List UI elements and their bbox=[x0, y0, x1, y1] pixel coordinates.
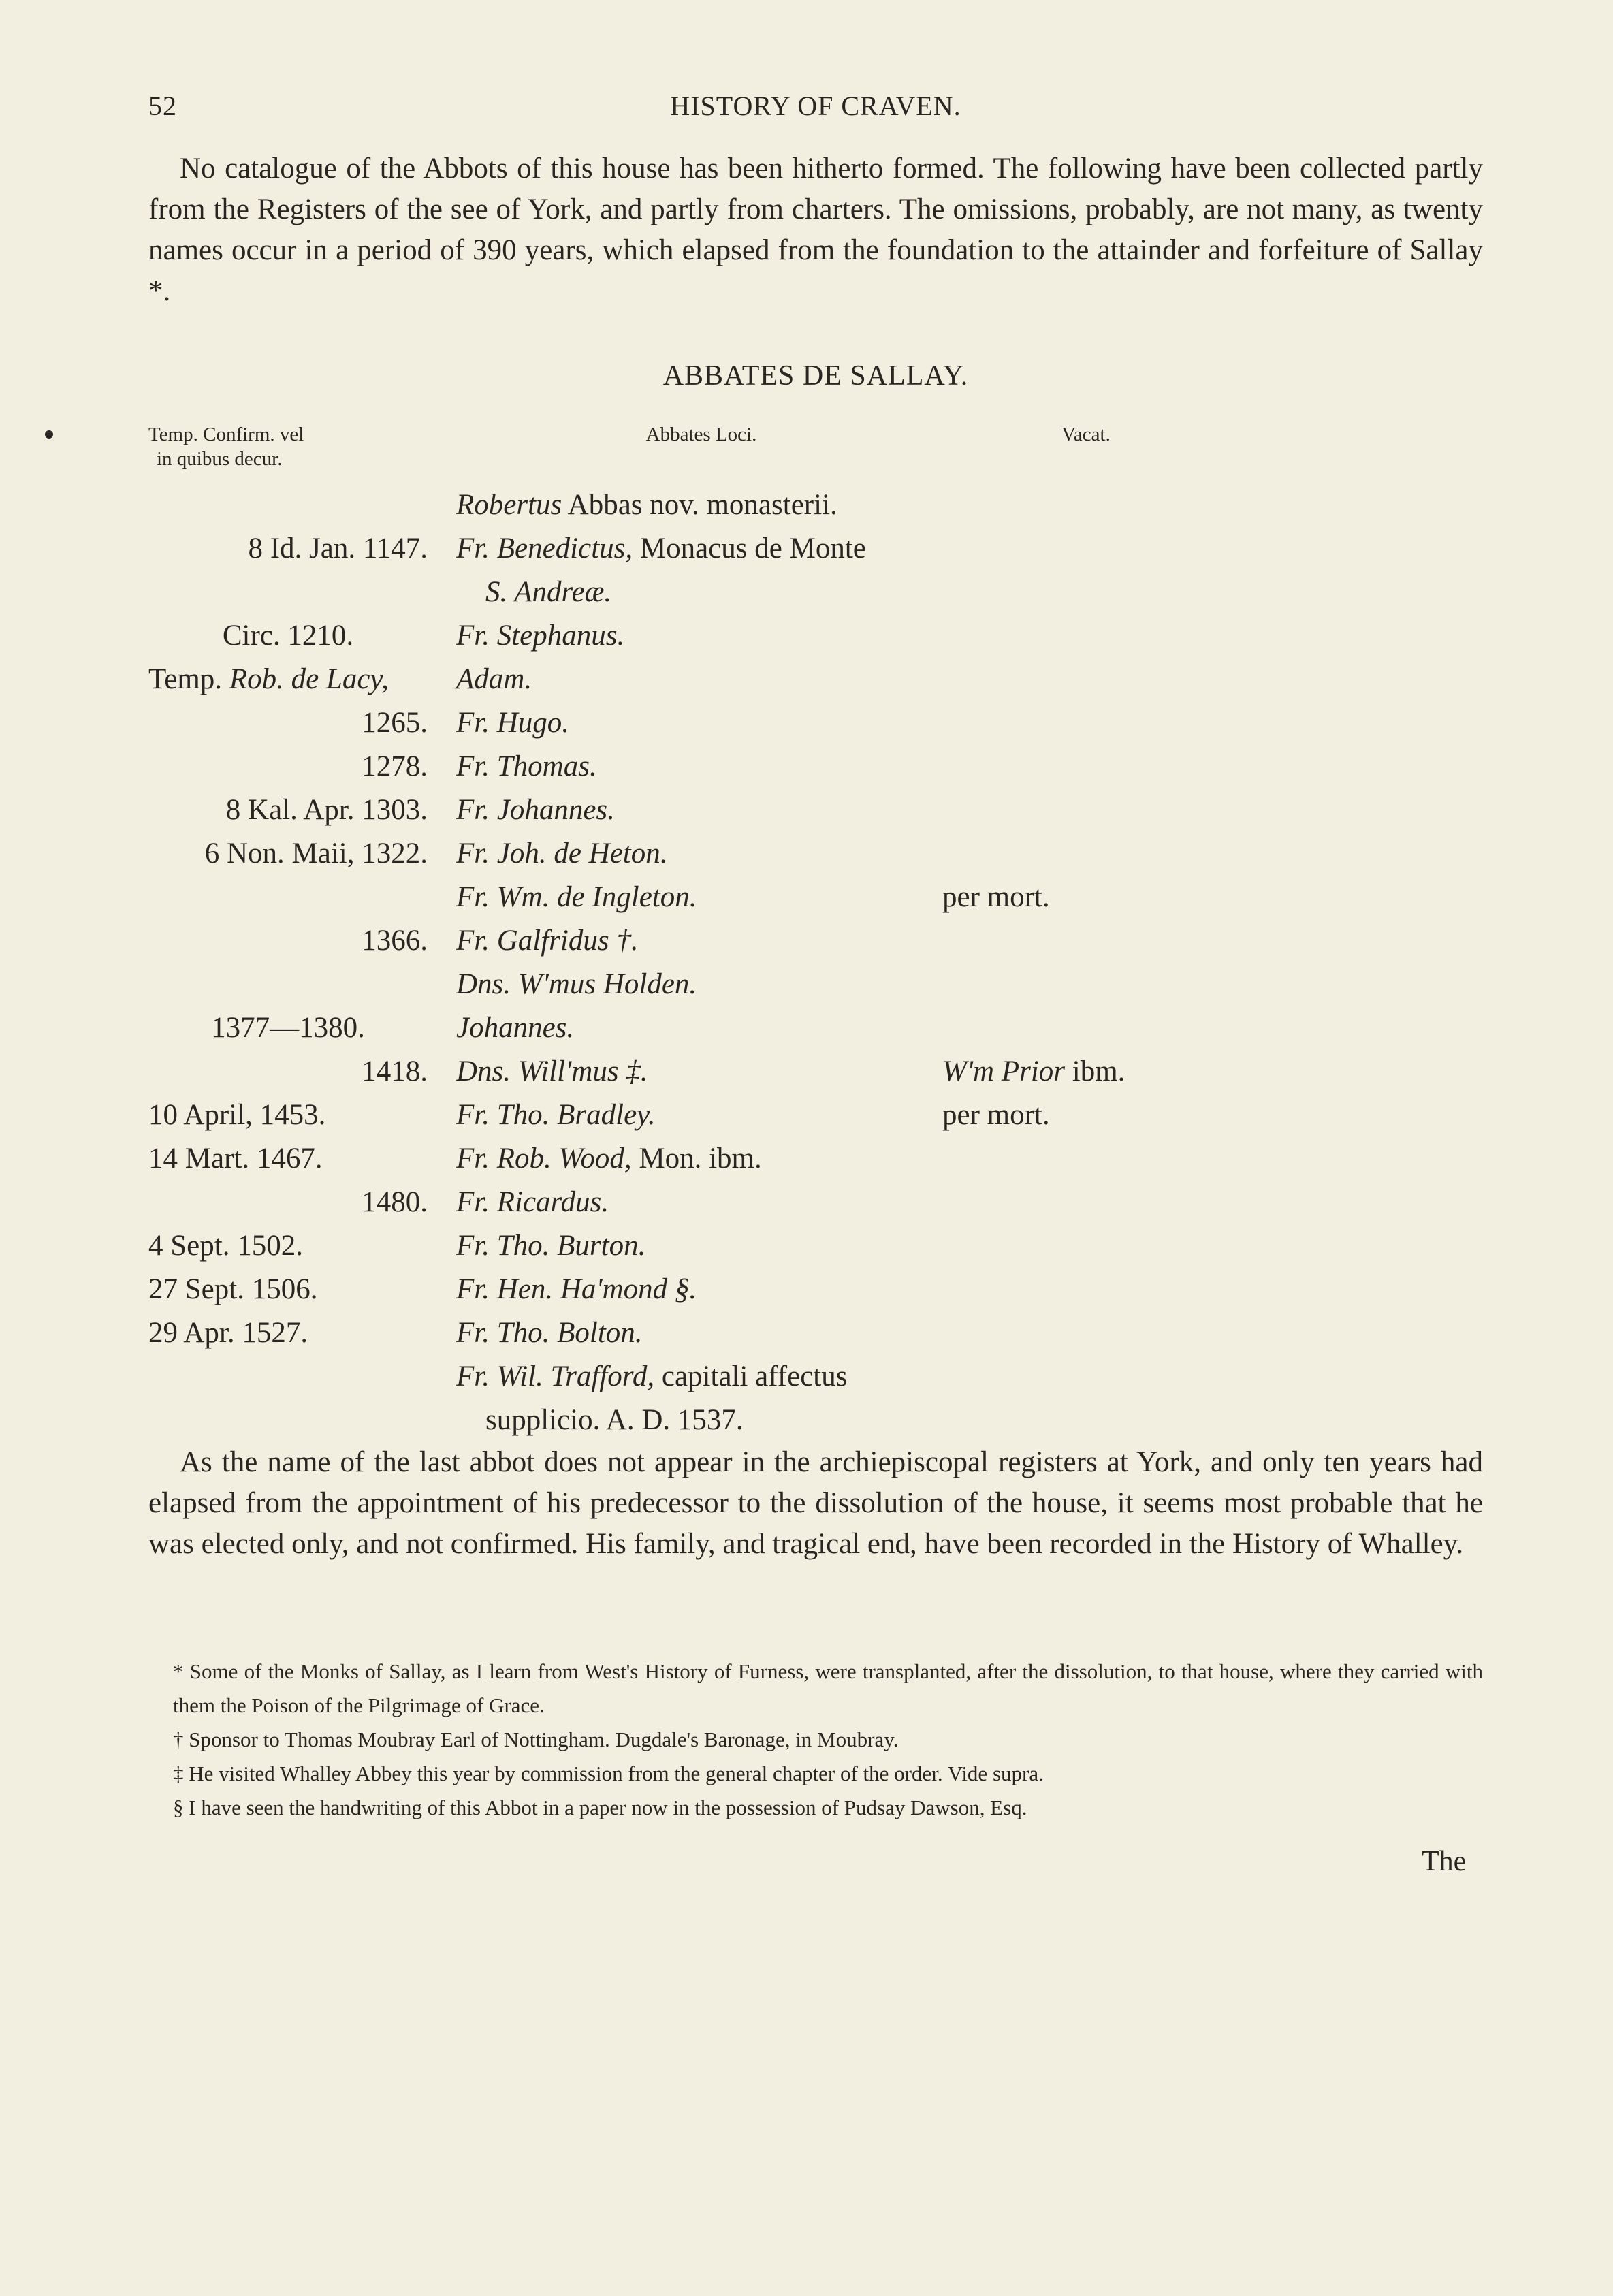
table-row bbox=[148, 1355, 1483, 1399]
table-row bbox=[148, 1094, 1483, 1137]
table-row bbox=[148, 1181, 1483, 1224]
abbot-name-italic: Fr. Tho. Bolton. bbox=[456, 1317, 643, 1349]
abbot-name bbox=[456, 963, 697, 1006]
abbot-name-italic: Robertus bbox=[456, 489, 562, 521]
abbot-name-italic: Fr. Thomas. bbox=[456, 750, 597, 782]
table-row bbox=[148, 527, 1483, 571]
confirm-date bbox=[148, 1137, 428, 1181]
abbot-name-italic: Fr. Ricardus. bbox=[456, 1186, 609, 1218]
table-row bbox=[148, 1224, 1483, 1268]
confirm-date-text: 1480. bbox=[362, 1186, 428, 1218]
abbot-name bbox=[456, 1094, 656, 1137]
abbot-name bbox=[456, 832, 668, 876]
confirm-date bbox=[148, 701, 428, 745]
confirm-date bbox=[148, 832, 428, 876]
abbot-name-italic: Fr. Joh. de Heton. bbox=[456, 838, 668, 870]
abbot-name bbox=[456, 1050, 648, 1094]
abbot-name-italic: Fr. Tho. Bradley. bbox=[456, 1099, 656, 1131]
abbot-name bbox=[456, 745, 597, 788]
abbot-name-italic: Adam. bbox=[456, 663, 532, 695]
column-header-vacat: Vacat. bbox=[1061, 424, 1111, 445]
table-row bbox=[148, 1399, 1483, 1442]
confirm-date bbox=[148, 1268, 428, 1311]
table-row bbox=[148, 483, 1483, 527]
abbot-name-rest: Abbas nov. monasterii. bbox=[562, 489, 837, 521]
confirm-date-text: 29 Apr. 1527. bbox=[148, 1317, 308, 1349]
table-row bbox=[148, 571, 1483, 614]
confirm-date bbox=[148, 1311, 428, 1355]
confirm-date-text: 8 Id. Jan. 1147. bbox=[248, 532, 428, 564]
intro-paragraph: No catalogue of the Abbots of this house has been hitherto formed. The following have been collected partly from the Registers of the see of York, and partly from charters. The omissions, probably, are not many, as twenty names occur in a period of 390 years, which elapsed from the foundation to the attainder and forfeiture of Sallay *. bbox=[148, 153, 1483, 307]
abbot-name-italic: Fr. Stephanus. bbox=[456, 620, 625, 652]
vacat-cell bbox=[942, 876, 1050, 919]
closing-paragraph: As the name of the last abbot does not appear in the archiepiscopal registers at York, and only ten years had elapsed from the appointment of his predecessor to the dissolution of the house, it seems most probable that he was elected only, and not confirmed. His family, and tragical end, have been recorded in the History of Whalley. bbox=[148, 1446, 1483, 1560]
abbot-name bbox=[456, 1137, 762, 1181]
confirm-date bbox=[148, 614, 428, 658]
abbot-name-italic: Johannes. bbox=[456, 1012, 575, 1044]
table-row bbox=[148, 701, 1483, 745]
confirm-date bbox=[148, 658, 428, 701]
vacat-text: per mort. bbox=[942, 1099, 1050, 1131]
abbot-name-italic: Fr. Benedictus, bbox=[456, 532, 633, 564]
abbot-name-italic: Fr. Hen. Ha'mond §. bbox=[456, 1273, 697, 1305]
table-row bbox=[148, 1137, 1483, 1181]
confirm-date-text: 1265. bbox=[362, 707, 428, 739]
confirm-date bbox=[148, 527, 428, 571]
section-title: ABBATES DE SALLAY. bbox=[662, 360, 969, 392]
column-header-abbots: Abbates Loci. bbox=[645, 424, 757, 445]
abbot-name-italic: Dns. Will'mus ‡. bbox=[456, 1055, 648, 1087]
table-row bbox=[148, 614, 1483, 658]
footnote: ‡ He visited Whalley Abbey this year by commission from the general chapter of the order. Vide supra. bbox=[173, 1761, 1044, 1785]
confirm-date-text: 1377—1380. bbox=[211, 1012, 365, 1044]
abbot-name bbox=[456, 527, 866, 571]
abbot-name bbox=[456, 1311, 643, 1355]
confirm-date-text: 6 Non. Maii, 1322. bbox=[204, 838, 428, 870]
table-row bbox=[148, 1311, 1483, 1355]
table-row bbox=[148, 658, 1483, 701]
confirm-date-text: 1366. bbox=[362, 925, 428, 957]
abbot-name bbox=[456, 614, 624, 658]
confirm-date-text: 14 Mart. 1467. bbox=[148, 1143, 323, 1175]
confirm-date-text: 4 Sept. 1502. bbox=[148, 1230, 303, 1262]
abbot-name bbox=[456, 701, 569, 745]
confirm-date-text: 8 Kal. Apr. 1303. bbox=[225, 794, 428, 826]
confirm-date-text: 10 April, 1453. bbox=[148, 1099, 326, 1131]
abbot-name bbox=[485, 571, 611, 614]
abbot-name bbox=[456, 1224, 645, 1268]
abbot-table bbox=[148, 483, 1483, 1442]
abbot-name-rest: capitali affectus bbox=[654, 1360, 848, 1392]
confirm-date bbox=[148, 1006, 428, 1050]
abbot-name bbox=[456, 1006, 574, 1050]
column-header-confirm-line-1: Temp. Confirm. vel bbox=[148, 424, 304, 445]
confirm-date-text: 27 Sept. 1506. bbox=[148, 1273, 318, 1305]
confirm-date bbox=[148, 788, 428, 832]
abbot-name bbox=[456, 1355, 847, 1399]
confirm-date bbox=[148, 1224, 428, 1268]
abbot-name bbox=[456, 788, 615, 832]
confirm-date-text: Temp. bbox=[148, 663, 229, 695]
table-row bbox=[148, 788, 1483, 832]
running-title: HISTORY OF CRAVEN. bbox=[670, 91, 961, 121]
table-row bbox=[148, 876, 1483, 919]
table-row bbox=[148, 1050, 1483, 1094]
abbot-name bbox=[485, 1399, 744, 1442]
abbot-name-italic: Fr. Tho. Burton. bbox=[456, 1230, 646, 1262]
vacat-text: W'm Prior bbox=[942, 1055, 1065, 1087]
abbot-name-italic: Fr. Rob. Wood, bbox=[456, 1143, 632, 1175]
abbot-name-rest: Monacus de Monte bbox=[633, 532, 866, 564]
table-row bbox=[148, 963, 1483, 1006]
abbot-name-italic: Fr. Wm. de Ingleton. bbox=[456, 881, 697, 913]
column-header-confirm bbox=[148, 422, 434, 471]
footnote: † Sponsor to Thomas Moubray Earl of Nottingham. Dugdale's Baronage, in Moubray. bbox=[173, 1727, 899, 1751]
margin-dot bbox=[45, 430, 53, 439]
footnote: § I have seen the handwriting of this Abbot in a paper now in the possession of Pudsay Dawson, Esq. bbox=[173, 1796, 1027, 1819]
abbot-name bbox=[456, 658, 532, 701]
abbot-name-italic: S. Andreæ. bbox=[485, 576, 612, 608]
abbot-name-rest: Mon. ibm. bbox=[631, 1143, 762, 1175]
page-number: 52 bbox=[148, 91, 177, 121]
vacat-text: per mort. bbox=[942, 881, 1050, 913]
abbot-name bbox=[456, 919, 639, 963]
table-row bbox=[148, 919, 1483, 963]
abbot-name-italic: Fr. Johannes. bbox=[456, 794, 615, 826]
confirm-date-text: 1278. bbox=[362, 750, 428, 782]
footnote: * Some of the Monks of Sallay, as I learn from West's History of Furness, were transplanted, after the dissolution, to that house, where they carried with them the Poison of the Pilgrimage of Grace. bbox=[173, 1659, 1483, 1717]
vacat-rest: ibm. bbox=[1065, 1055, 1125, 1087]
abbot-name-italic: Dns. W'mus Holden. bbox=[456, 968, 697, 1000]
abbot-name bbox=[456, 1268, 697, 1311]
column-header-confirm-line-2: in quibus decur. bbox=[157, 448, 283, 470]
abbot-name-italic: Fr. Galfridus †. bbox=[456, 925, 639, 957]
abbot-name bbox=[456, 483, 837, 527]
confirm-date bbox=[148, 745, 428, 788]
catchword: The bbox=[1422, 1846, 1467, 1877]
footnotes bbox=[148, 1655, 1483, 1825]
abbot-name bbox=[456, 876, 697, 919]
table-row bbox=[148, 1268, 1483, 1311]
confirm-date-text: 1418. bbox=[362, 1055, 428, 1087]
confirm-date-text: Circ. 1210. bbox=[222, 620, 354, 652]
abbot-name-italic: Fr. Wil. Trafford, bbox=[456, 1360, 655, 1392]
running-header bbox=[148, 90, 1483, 131]
abbot-name bbox=[456, 1181, 609, 1224]
table-row bbox=[148, 1006, 1483, 1050]
confirm-date bbox=[148, 1181, 428, 1224]
confirm-date bbox=[148, 1050, 428, 1094]
vacat-cell bbox=[942, 1050, 1125, 1094]
confirm-date-italic: Rob. de Lacy, bbox=[229, 663, 389, 695]
table-row bbox=[148, 832, 1483, 876]
abbot-name-italic: Fr. Hugo. bbox=[456, 707, 570, 739]
confirm-date bbox=[148, 919, 428, 963]
table-row bbox=[148, 745, 1483, 788]
vacat-cell bbox=[942, 1094, 1050, 1137]
confirm-date bbox=[148, 1094, 428, 1137]
abbot-name-rest: supplicio. A. D. 1537. bbox=[485, 1404, 744, 1436]
